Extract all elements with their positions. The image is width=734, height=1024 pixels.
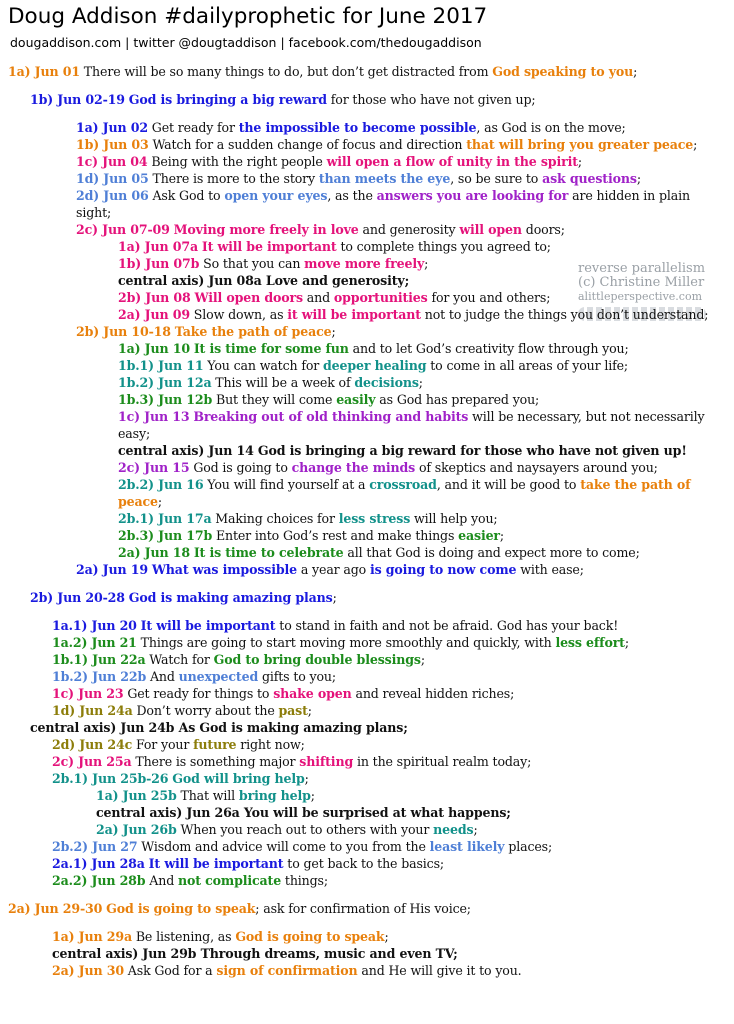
highlight-text: deeper healing <box>322 358 427 373</box>
line-text: and to let God’s creativity flow through you; <box>348 341 629 356</box>
line-text: , and it will be good to <box>436 477 581 492</box>
line-text: Watch for a sudden change of focus and direction <box>148 137 467 152</box>
outline-line <box>118 238 551 255</box>
line-text: Ask God to <box>148 188 225 203</box>
line-text: So that you can <box>199 256 305 271</box>
highlight-text: past <box>278 703 308 718</box>
highlight-text: 2b) Jun 20-28 <box>30 590 125 605</box>
line-text: will help you; <box>410 511 498 526</box>
line-text: a year ago <box>296 562 370 577</box>
outline-line <box>118 289 550 306</box>
highlight-text: 1d) Jun 24a <box>52 703 133 718</box>
highlight-text: 2b.2) Jun 27 <box>52 839 138 854</box>
watermark-line-1: reverse parallelism <box>578 261 706 276</box>
outline-line <box>52 736 305 753</box>
watermark-line-3: alittleperspective.com <box>578 290 703 303</box>
highlight-text: ask questions <box>542 171 637 186</box>
highlight-text: 1b) Jun 07b <box>118 256 200 271</box>
line-text: ; <box>633 64 638 79</box>
highlight-text: 1a) Jun 25b <box>96 788 177 803</box>
highlight-text: 1d) Jun 05 <box>76 171 149 186</box>
line-text: as God has prepared you; <box>375 392 540 407</box>
line-text: Slow down, as <box>189 307 288 322</box>
line-text: and <box>302 290 334 305</box>
highlight-text: open your eyes <box>224 188 328 203</box>
highlight-text: change the minds <box>291 460 416 475</box>
line-text: right now; <box>236 737 305 752</box>
highlight-text: 1a) Jun 07a <box>118 239 198 254</box>
highlight-text: will open <box>459 222 522 237</box>
line-text: ; <box>577 154 582 169</box>
outline-line <box>8 63 637 80</box>
highlight-text: decisions <box>354 375 419 390</box>
line-text: Be listening, as <box>131 929 236 944</box>
line-text: to complete things you agreed to; <box>336 239 551 254</box>
highlight-text: the impossible to become possible <box>238 120 477 135</box>
line-text: And <box>145 873 178 888</box>
outline-line <box>52 634 629 651</box>
highlight-text: easily <box>336 392 376 407</box>
highlight-text: 2b.1) Jun 17a <box>118 511 212 526</box>
highlight-text: 2c) Jun 15 <box>118 460 190 475</box>
highlight-text: 2a) Jun 26b <box>96 822 177 837</box>
highlight-text: Breaking out of old thinking and habits <box>193 409 469 424</box>
highlight-text: central axis) Jun 29b Through dreams, music and even TV; <box>52 946 458 961</box>
outline-line <box>76 323 336 340</box>
line-text: ; <box>473 822 478 837</box>
outline-line <box>52 668 336 685</box>
highlight-text: opportunities <box>333 290 428 305</box>
highlight-text: unexpected <box>178 669 259 684</box>
line-text: There will be so many things to do, but don’t get distracted from <box>79 64 493 79</box>
outline-line <box>118 391 539 408</box>
line-text: , as God is on the move; <box>476 120 626 135</box>
line-text: and generosity <box>358 222 460 237</box>
outline-line <box>118 255 428 272</box>
highlight-text: will open a flow of unity in the spirit <box>326 154 578 169</box>
highlight-text: 2d) Jun 06 <box>76 188 149 203</box>
highlight-text: It is time for some fun <box>193 341 349 356</box>
line-text: to get back to the basics; <box>283 856 444 871</box>
line-text: ; <box>304 771 309 786</box>
watermark-line-2: (c) Christine Miller <box>578 275 705 290</box>
highlight-text: It is time to celebrate <box>193 545 344 560</box>
line-text: Don’t worry about the <box>132 703 279 718</box>
highlight-text: than meets the eye <box>318 171 451 186</box>
outline-line <box>118 408 734 442</box>
line-text: gifts to you; <box>258 669 336 684</box>
highlight-text: 1b.1) Jun 11 <box>118 358 204 373</box>
line-text: for those who have not given up; <box>326 92 536 107</box>
highlight-text: 1a) Jun 01 <box>8 64 80 79</box>
line-text: ; ask for confirmation of His voice; <box>255 901 471 916</box>
outline-line <box>118 272 409 289</box>
line-text: Get ready for things to <box>123 686 274 701</box>
line-text: , so be sure to <box>450 171 543 186</box>
highlight-text: move more freely <box>304 256 425 271</box>
highlight-text: 1b.1) Jun 22a <box>52 652 146 667</box>
outline-line <box>52 651 425 668</box>
highlight-text: take the path of peace <box>118 477 691 509</box>
outline-line <box>52 872 328 889</box>
highlight-text: 2a) Jun 30 <box>52 963 124 978</box>
line-text: You can watch for <box>203 358 323 373</box>
highlight-text: is going to now come <box>369 562 517 577</box>
line-text: ; <box>384 929 389 944</box>
line-text: to stand in faith and not be afraid. God has your back! <box>275 618 619 633</box>
outline-line <box>118 510 498 527</box>
highlight-text: 1c) Jun 23 <box>52 686 124 701</box>
line-text: Ask God for a <box>123 963 217 978</box>
outline-line <box>118 340 629 357</box>
line-text: Watch for <box>145 652 214 667</box>
outline-line <box>76 221 565 238</box>
line-text: ; <box>636 171 641 186</box>
highlight-text: future <box>193 737 237 752</box>
page-title: Doug Addison #dailyprophetic for June 2017 <box>8 4 488 29</box>
line-text: There is more to the story <box>148 171 319 186</box>
highlight-text: Will open doors <box>194 290 303 305</box>
line-text: not to judge the things you don’t understand; <box>420 307 709 322</box>
line-text: ; <box>424 256 429 271</box>
line-text: ; <box>331 324 336 339</box>
line-text: ; <box>310 788 315 803</box>
outline-line <box>52 855 444 872</box>
highlight-text: central axis) Jun 08a Love and generosity; <box>118 273 410 288</box>
highlight-text: God speaking to you <box>492 64 634 79</box>
highlight-text: needs <box>433 822 474 837</box>
line-text: will be necessary, but not necessarily easy; <box>118 409 705 441</box>
highlight-text: God is making amazing plans <box>128 590 333 605</box>
highlight-text: God to bring double blessings <box>213 652 421 667</box>
line-text: ; <box>418 375 423 390</box>
highlight-text: 1b.3) Jun 12b <box>118 392 213 407</box>
outline-line <box>118 374 423 391</box>
highlight-text: crossroad <box>369 477 437 492</box>
highlight-text: 1c) Jun 04 <box>76 154 148 169</box>
highlight-text: 2a) Jun 19 <box>76 562 148 577</box>
highlight-text: 2b.1) Jun 25b-26 <box>52 771 169 786</box>
line-text: That will <box>176 788 239 803</box>
highlight-text: not complicate <box>177 873 282 888</box>
highlight-text: answers you are looking for <box>376 188 569 203</box>
line-text: , as the <box>327 188 377 203</box>
line-text: to come in all areas of your life; <box>426 358 629 373</box>
highlight-text: it will be important <box>287 307 421 322</box>
outline-line <box>96 821 478 838</box>
line-text: ; <box>624 635 629 650</box>
outline-line <box>118 459 658 476</box>
outline-line <box>52 617 618 634</box>
outline-line <box>52 945 458 962</box>
highlight-text: 1b.2) Jun 22b <box>52 669 147 684</box>
highlight-text: 1b.2) Jun 12a <box>118 375 212 390</box>
outline-line <box>76 187 692 221</box>
outline-line <box>76 136 697 153</box>
highlight-text: 1a.2) Jun 21 <box>52 635 137 650</box>
line-text: ; <box>499 528 505 543</box>
highlight-text: shifting <box>299 754 354 769</box>
line-text: This will be a week of <box>211 375 355 390</box>
outline-line <box>30 589 337 606</box>
line-text: of skeptics and naysayers around you; <box>415 460 658 475</box>
highlight-text: 2c) Jun 07-09 <box>76 222 170 237</box>
highlight-text: shake open <box>273 686 352 701</box>
highlight-text: 2a) Jun 09 <box>118 307 190 322</box>
outline-line <box>52 928 389 945</box>
outline-line <box>52 753 531 770</box>
highlight-text: least likely <box>429 839 505 854</box>
highlight-text: God will bring help <box>172 771 305 786</box>
outline-line <box>118 357 628 374</box>
outline-line <box>52 838 552 855</box>
highlight-text: bring help <box>238 788 311 803</box>
line-text: Making choices for <box>211 511 339 526</box>
highlight-text: It will be important <box>148 856 284 871</box>
line-text: For your <box>132 737 194 752</box>
line-text: things; <box>281 873 328 888</box>
outline-line <box>76 561 584 578</box>
line-text: But they will come <box>212 392 337 407</box>
line-text: with ease; <box>516 562 584 577</box>
highlight-text: less effort <box>555 635 625 650</box>
line-text: are hidden in plain sight; <box>76 188 690 220</box>
outline-line <box>30 719 408 736</box>
outline-line <box>76 119 626 136</box>
outline-line <box>118 527 504 544</box>
highlight-text: God is going to speak <box>235 929 385 944</box>
highlight-text: 2b) Jun 10-18 <box>76 324 171 339</box>
highlight-text: 2d) Jun 24c <box>52 737 133 752</box>
highlight-text: 1c) Jun 13 <box>118 409 190 424</box>
line-text: ; <box>332 590 337 605</box>
line-text: ; <box>307 703 312 718</box>
highlight-text: that will bring you greater peace <box>466 137 694 152</box>
line-text: Being with the right people <box>147 154 327 169</box>
highlight-text: central axis) Jun 24b As God is making amazing plans; <box>30 720 408 735</box>
highlight-text: easier <box>458 528 500 543</box>
line-text: and reveal hidden riches; <box>351 686 515 701</box>
highlight-text: 1a) Jun 10 <box>118 341 190 356</box>
outline-line <box>52 770 309 787</box>
line-text: for you and others; <box>427 290 551 305</box>
highlight-text: 1b) Jun 02-19 <box>30 92 125 107</box>
line-text: doors; <box>521 222 565 237</box>
outline-line <box>76 170 641 187</box>
outline-line <box>96 804 511 821</box>
line-text: Enter into God’s rest and make things <box>212 528 459 543</box>
outline-line <box>52 685 514 702</box>
line-text: all that God is doing and expect more to come; <box>343 545 640 560</box>
line-text: Get ready for <box>147 120 239 135</box>
line-text: ; <box>157 494 163 509</box>
highlight-text: 1a.1) Jun 20 <box>52 618 137 633</box>
outline-line <box>118 544 640 561</box>
highlight-text: less stress <box>338 511 411 526</box>
highlight-text: 1a) Jun 02 <box>76 120 148 135</box>
line-text: ; <box>420 652 425 667</box>
highlight-text: 2b) Jun 08 <box>118 290 191 305</box>
line-text: and He will give it to you. <box>357 963 522 978</box>
highlight-text: central axis) Jun 14 God is bringing a big reward for those who have not given up! <box>118 443 687 458</box>
highlight-text: It will be important <box>140 618 276 633</box>
highlight-text: What was impossible <box>151 562 297 577</box>
highlight-text: 2a.1) Jun 28a <box>52 856 145 871</box>
highlight-text: 2c) Jun 25a <box>52 754 132 769</box>
line-text: places; <box>504 839 553 854</box>
highlight-text: sign of confirmation <box>216 963 358 978</box>
highlight-text: God is going to speak <box>106 901 256 916</box>
highlight-text: 2b.2) Jun 16 <box>118 477 204 492</box>
line-text: And <box>146 669 179 684</box>
highlight-text: It will be important <box>201 239 337 254</box>
highlight-text: 2a) Jun 18 <box>118 545 190 560</box>
outline-line <box>52 962 522 979</box>
outline-line <box>30 91 536 108</box>
highlight-text: 1a) Jun 29a <box>52 929 132 944</box>
line-text: ; <box>693 137 698 152</box>
highlight-text: central axis) Jun 26a You will be surprised at what happens; <box>96 805 511 820</box>
outline-line <box>76 153 582 170</box>
highlight-text: God is bringing a big reward <box>128 92 327 107</box>
highlight-text: 1b) Jun 03 <box>76 137 149 152</box>
outline-line <box>96 787 315 804</box>
line-text: When you reach out to others with your <box>176 822 434 837</box>
line-text: You will find yourself at a <box>203 477 370 492</box>
highlight-text: 2a) Jun 29-30 <box>8 901 103 916</box>
highlight-text: 2b.3) Jun 17b <box>118 528 213 543</box>
line-text: There is something major <box>131 754 300 769</box>
page-subtitle: dougaddison.com | twitter @dougtaddison | facebook.com/thedougaddison <box>10 35 482 50</box>
line-text: God is going to <box>189 460 292 475</box>
highlight-text: Take the path of peace <box>174 324 332 339</box>
outline-line <box>118 306 708 323</box>
line-text: in the spiritual realm today; <box>353 754 532 769</box>
highlight-text: Moving more freely in love <box>173 222 359 237</box>
outline-line <box>118 476 734 510</box>
outline-line <box>8 900 471 917</box>
line-text: Wisdom and advice will come to you from the <box>137 839 430 854</box>
outline-line <box>52 702 312 719</box>
line-text: Things are going to start moving more smoothly and quickly, with <box>136 635 556 650</box>
highlight-text: 2a.2) Jun 28b <box>52 873 146 888</box>
outline-line <box>118 442 687 459</box>
